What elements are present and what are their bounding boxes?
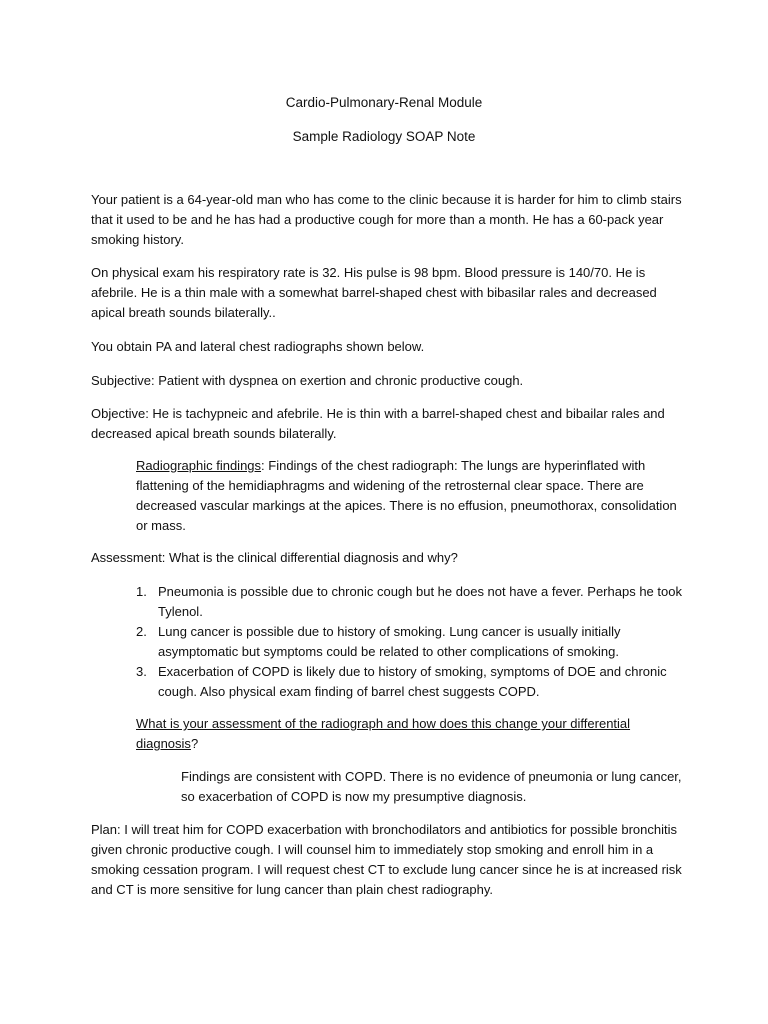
objective-paragraph: Objective: He is tachypneic and afebrile. He is thin with a barrel-shaped chest and bibailar rales and decreased apical breath sounds bilaterally. xyxy=(91,406,665,441)
list-item-number: 2. xyxy=(136,624,147,639)
list-item-text: Exacerbation of COPD is likely due to history of smoking, symptoms of DOE and chronic cough. Also physical exam finding of barrel chest suggests COPD. xyxy=(158,664,667,699)
radiographic-findings-paragraph xyxy=(136,456,691,536)
intro-paragraph: Your patient is a 64-year-old man who has come to the clinic because it is harder for him to climb stairs that it used to be and he has had a productive cough for more than a month. He has a 60-pack year smoking history. xyxy=(91,192,682,247)
assessment-paragraph: Assessment: What is the clinical differential diagnosis and why? xyxy=(91,550,458,565)
subjective-paragraph: Subjective: Patient with dyspnea on exertion and chronic productive cough. xyxy=(91,373,524,388)
list-item-number: 3. xyxy=(136,664,147,679)
assessment-question-mark: ? xyxy=(190,736,199,751)
plan-paragraph: Plan: I will treat him for COPD exacerbation with bronchodilators and antibiotics for possible bronchitis given chronic productive cough. I will counsel him to immediately stop smoking and enroll him in a smoking cessation program. I will request chest CT to exclude lung cancer since he is at increased risk and CT is more sensitive for lung cancer than plain chest radiography. xyxy=(91,822,682,897)
radiographs-paragraph: You obtain PA and lateral chest radiographs shown below. xyxy=(91,339,425,354)
differential-list xyxy=(91,582,691,702)
list-item-number: 1. xyxy=(136,584,147,599)
findings-paragraph: Findings are consistent with COPD. There is no evidence of pneumonia or lung cancer, so exacerbation of COPD is now my presumptive diagnosis. xyxy=(181,769,682,804)
list-item xyxy=(91,622,691,662)
document-subtitle: Sample Radiology SOAP Note xyxy=(292,129,476,144)
radiographic-findings-label: Radiographic findings xyxy=(136,458,262,473)
list-item-text: Lung cancer is possible due to history of smoking. Lung cancer is usually initially asymptomatic but symptoms could be related to other complications of smoking. xyxy=(158,624,621,659)
list-item xyxy=(91,582,691,622)
document-title: Cardio-Pulmonary-Renal Module xyxy=(285,95,483,110)
assessment-question xyxy=(136,714,691,754)
list-item-text: Pneumonia is possible due to chronic cough but he does not have a fever. Perhaps he took Tylenol. xyxy=(158,584,682,619)
list-item xyxy=(91,662,691,702)
physical-exam-paragraph: On physical exam his respiratory rate is 32. His pulse is 98 bpm. Blood pressure is 140/70. He is afebrile. He is a thin male with a somewhat barrel-shaped chest with bibasilar rales and decreased apical breath sounds bilaterally.. xyxy=(91,265,657,320)
assessment-question-text: What is your assessment of the radiograph and how does this change your differential diagnosis xyxy=(136,716,631,751)
radiographic-findings-text: : Findings of the chest radiograph: The lungs are hyperinflated with flattening of the hemidiaphragms and widening of the retrosternal clear space. There are decreased vascular markings at the apices. There is no effusion, pneumothorax, consolidation or mass. xyxy=(136,458,677,533)
